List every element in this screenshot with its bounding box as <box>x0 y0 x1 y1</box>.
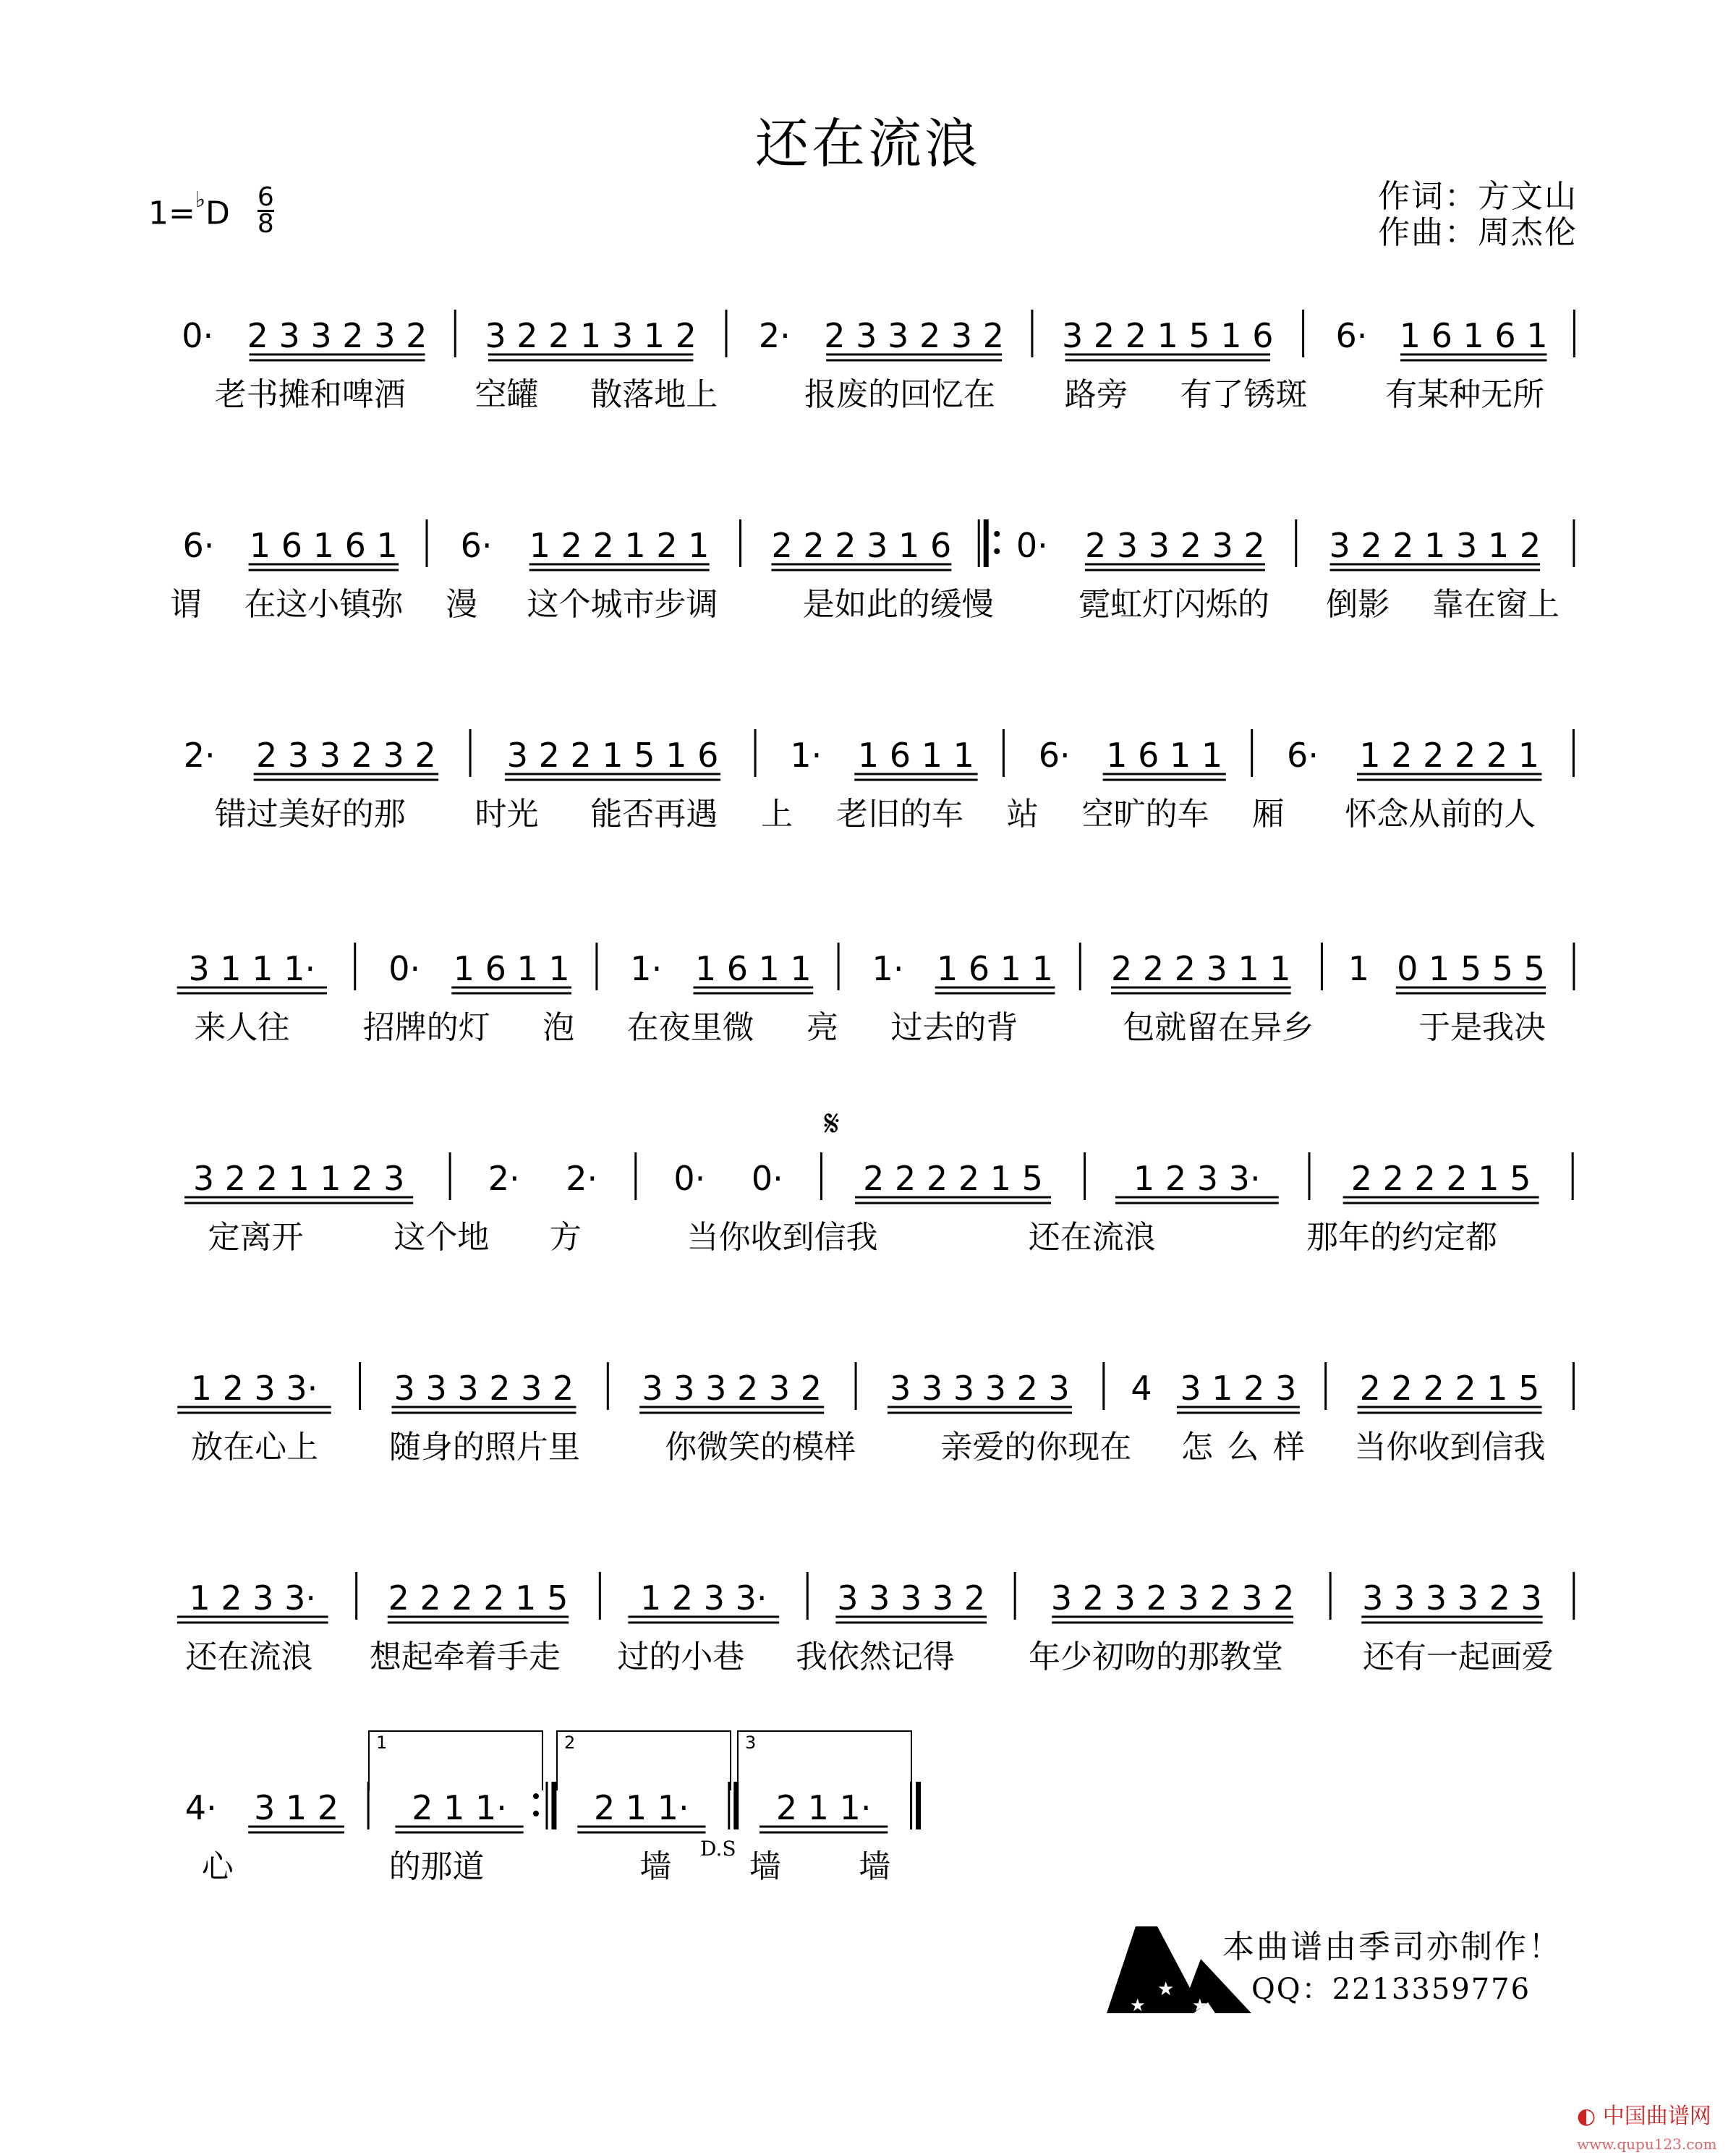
lyric: 年少初吻的那教堂 <box>1029 1638 1284 1675</box>
key-note: D <box>205 195 230 232</box>
volta-bracket <box>738 1731 911 1790</box>
watermark-logo-icon: ◐ <box>1577 2104 1596 2129</box>
lyric: 上 <box>761 796 793 833</box>
lyric: 散落地上 <box>590 376 718 413</box>
note-group: 6· <box>1038 736 1071 775</box>
lyric: 还有一起画爱 <box>1362 1638 1554 1675</box>
page-title: 还在流浪 <box>755 113 981 175</box>
lyric: 靠在窗上 <box>1431 586 1560 623</box>
note-group: 2· <box>488 1159 520 1198</box>
lyric: 包就留在异乡 <box>1123 1009 1314 1046</box>
lyric: 谓 <box>169 586 202 623</box>
lyric: 泡 <box>542 1009 575 1046</box>
lyric: 还在流浪 <box>1028 1219 1156 1256</box>
lyric: 怀念从前的人 <box>1345 796 1536 833</box>
note-group: 1 6 1 1 <box>453 949 570 988</box>
time-top: 6 <box>257 182 274 212</box>
note-group: 3 2 2 1 5 1 6 <box>1061 316 1274 355</box>
note-group: 2 2 2 3 1 6 <box>771 526 952 565</box>
note-group: 1 2 2 2 2 1 <box>1359 736 1540 775</box>
note-group: 3 1 2 3 <box>1180 1369 1297 1408</box>
volta-bracket <box>369 1731 542 1790</box>
note-group: 1 2 3 3· <box>1133 1159 1261 1198</box>
lyric: 站 <box>1006 796 1039 833</box>
note-group: 1 2 3 3· <box>639 1578 767 1618</box>
note-group: 3 2 2 1 5 1 6 <box>506 736 719 775</box>
note-group: 2 2 2 2 1 5 <box>388 1578 569 1618</box>
lyric: 过去的背 <box>890 1009 1018 1046</box>
lyric: 你微笑的模样 <box>665 1429 856 1466</box>
lyric: 么 <box>1227 1429 1259 1466</box>
maker-qq: QQ：2213359776 <box>1251 1973 1531 2006</box>
note-group: 2 1 1· <box>594 1788 689 1827</box>
note-group: 2 2 2 2 1 5 <box>1350 1159 1531 1198</box>
lyricist-credit: 作词：方文山 <box>1378 178 1578 215</box>
note-group: 3 3 3 3 2 <box>837 1578 986 1618</box>
svg-text:★: ★ <box>1157 1978 1175 2000</box>
note-group: 0· <box>388 949 421 988</box>
note-group: 0 1 5 5 5 <box>1397 949 1545 988</box>
note-group: 3 2 2 1 1 2 3 <box>192 1159 405 1198</box>
lyric: 样 <box>1272 1429 1305 1466</box>
volta-bracket <box>557 1731 731 1790</box>
note-group: 4 <box>1131 1369 1152 1408</box>
note-group: 3 3 3 2 3 2 <box>642 1369 822 1408</box>
note-group: 3 2 2 1 3 1 2 <box>1329 526 1541 565</box>
lyric: 有某种无所 <box>1385 376 1545 413</box>
repeat-dot <box>994 548 1000 554</box>
time-bottom: 8 <box>257 209 274 239</box>
lyric: 在夜里微 <box>626 1009 754 1046</box>
note-group: 6· <box>460 526 493 565</box>
lyric: 方 <box>549 1219 582 1256</box>
note-group: 3 1 1 1· <box>188 949 316 988</box>
note-group: 0· <box>751 1159 783 1198</box>
lyric: 在这小镇弥 <box>244 586 404 623</box>
repeat-dot <box>994 531 1000 537</box>
note-group: 2 3 3 2 3 2 <box>824 316 1005 355</box>
note-group: 1 2 3 3· <box>190 1369 318 1408</box>
note-group: 1· <box>790 736 822 775</box>
lyric: 这个城市步调 <box>527 586 718 623</box>
note-group: 2 3 3 2 3 2 <box>1085 526 1265 565</box>
volta-number: 1 <box>376 1733 388 1753</box>
site-watermark <box>1577 2098 1716 2155</box>
note-group: 2 2 2 2 1 5 <box>1359 1369 1540 1408</box>
lyric: 想起牵着手走 <box>369 1638 561 1675</box>
note-group: 0· <box>673 1159 706 1198</box>
svg-text:★: ★ <box>1192 1995 1208 2015</box>
note-group: 3 2 3 2 3 2 3 2 <box>1050 1578 1295 1618</box>
note-group: 1· <box>630 949 663 988</box>
lyric: 报废的回忆在 <box>804 376 995 413</box>
lyric: 定离开 <box>208 1219 304 1256</box>
lyric: 墙 <box>749 1848 781 1885</box>
note-group: 2 2 2 2 1 5 <box>863 1159 1043 1198</box>
lyric: 空旷的车 <box>1081 796 1209 833</box>
note-group: 2 3 3 2 3 2 <box>247 316 427 355</box>
note-group: 3 3 3 3 2 3 <box>1362 1578 1542 1618</box>
lyric: 霓虹灯闪烁的 <box>1078 586 1270 623</box>
note-group: 0· <box>182 316 214 355</box>
lyric: 错过美好的那 <box>214 796 406 833</box>
lyric: 随身的照片里 <box>388 1429 580 1466</box>
svg-text:★: ★ <box>1130 1995 1146 2015</box>
note-group: 3 1 2 <box>254 1788 339 1827</box>
note-group: 3 3 3 2 3 2 <box>393 1369 574 1408</box>
lyric: 老书摊和啤酒 <box>214 376 406 413</box>
volta-number: 3 <box>745 1733 757 1753</box>
maker-credit: 本曲谱由季司亦制作！ <box>1222 1929 1562 1965</box>
lyric: 我依然记得 <box>796 1638 955 1675</box>
lyric: 能否再遇 <box>590 796 718 833</box>
watermark-name: 中国曲谱网 <box>1602 2104 1711 2129</box>
composer-credit: 作曲：周杰伦 <box>1378 214 1578 251</box>
lyric: 空罐 <box>475 376 539 413</box>
note-group: 2 3 3 2 3 2 <box>256 736 436 775</box>
lyric: 墙 <box>859 1848 891 1885</box>
lyric: 招牌的灯 <box>362 1009 490 1046</box>
lyric: 这个地 <box>393 1219 490 1256</box>
note-group: 3 3 3 3 2 3 <box>890 1369 1070 1408</box>
note-group: 4· <box>184 1788 217 1827</box>
lyric: 那年的约定都 <box>1306 1219 1498 1256</box>
lyric: 老旧的车 <box>835 796 963 833</box>
lyric: 当你收到信我 <box>1354 1429 1546 1466</box>
lyric: 时光 <box>475 796 539 833</box>
lyric: 亲爱的你现在 <box>940 1429 1132 1466</box>
lyric: 有了锈斑 <box>1180 376 1308 413</box>
note-group: 1 6 1 6 1 <box>1399 316 1548 355</box>
repeat-dot <box>533 1793 539 1799</box>
note-group: 2· <box>758 316 791 355</box>
note-group: 6· <box>1335 316 1368 355</box>
lyric: 漫 <box>446 586 478 623</box>
note-group: 1 6 1 1 <box>857 736 974 775</box>
lyric: 倒影 <box>1326 586 1390 623</box>
note-group: 6· <box>182 526 215 565</box>
segno-sign: 𝄋 <box>824 1102 840 1144</box>
note-group: 1 6 1 6 1 <box>249 526 398 565</box>
lyric: 还在流浪 <box>185 1638 313 1675</box>
note-group: 0· <box>1016 526 1048 565</box>
note-group: 1 6 1 1 <box>694 949 812 988</box>
note-group: 6· <box>1287 736 1319 775</box>
note-group: 1 2 3 3· <box>189 1578 317 1618</box>
lyric: 的那道 <box>388 1848 485 1885</box>
lyric: 过的小巷 <box>617 1638 745 1675</box>
note-group: 1 6 1 1 <box>1106 736 1223 775</box>
lyric: 是如此的缓慢 <box>802 586 994 623</box>
note-group: 2· <box>183 736 216 775</box>
lyric: 来人往 <box>194 1009 290 1046</box>
lyric: 厢 <box>1252 796 1285 833</box>
note-group: 2 1 1· <box>775 1788 872 1827</box>
note-group: 2 2 2 3 1 1 <box>1110 949 1291 988</box>
dal-segno-mark: D.S <box>700 1837 736 1861</box>
lyric: 路旁 <box>1064 376 1128 413</box>
note-group: 1· <box>872 949 904 988</box>
lyric: 心 <box>201 1848 234 1885</box>
note-group: 1 2 2 1 2 1 <box>529 526 710 565</box>
lyric: 于是我决 <box>1418 1009 1546 1046</box>
note-group: 3 2 2 1 3 1 2 <box>485 316 697 355</box>
note-group: 2 1 1· <box>412 1788 507 1827</box>
volta-number: 2 <box>564 1733 576 1753</box>
watermark-url: www.qupu123.com <box>1577 2135 1717 2153</box>
lyric: 墙 <box>639 1848 672 1885</box>
key-prefix: 1= <box>148 195 195 232</box>
key-flat: ♭ <box>195 187 206 213</box>
note-group: 2· <box>566 1159 598 1198</box>
lyric: 怎 <box>1180 1429 1213 1466</box>
lyric: 亮 <box>807 1009 839 1046</box>
repeat-dot <box>533 1811 539 1816</box>
note-group: 1 <box>1348 949 1369 988</box>
note-group: 1 6 1 1 <box>937 949 1053 988</box>
lyric: 放在心上 <box>191 1429 319 1466</box>
lyric: 当你收到信我 <box>686 1219 878 1256</box>
